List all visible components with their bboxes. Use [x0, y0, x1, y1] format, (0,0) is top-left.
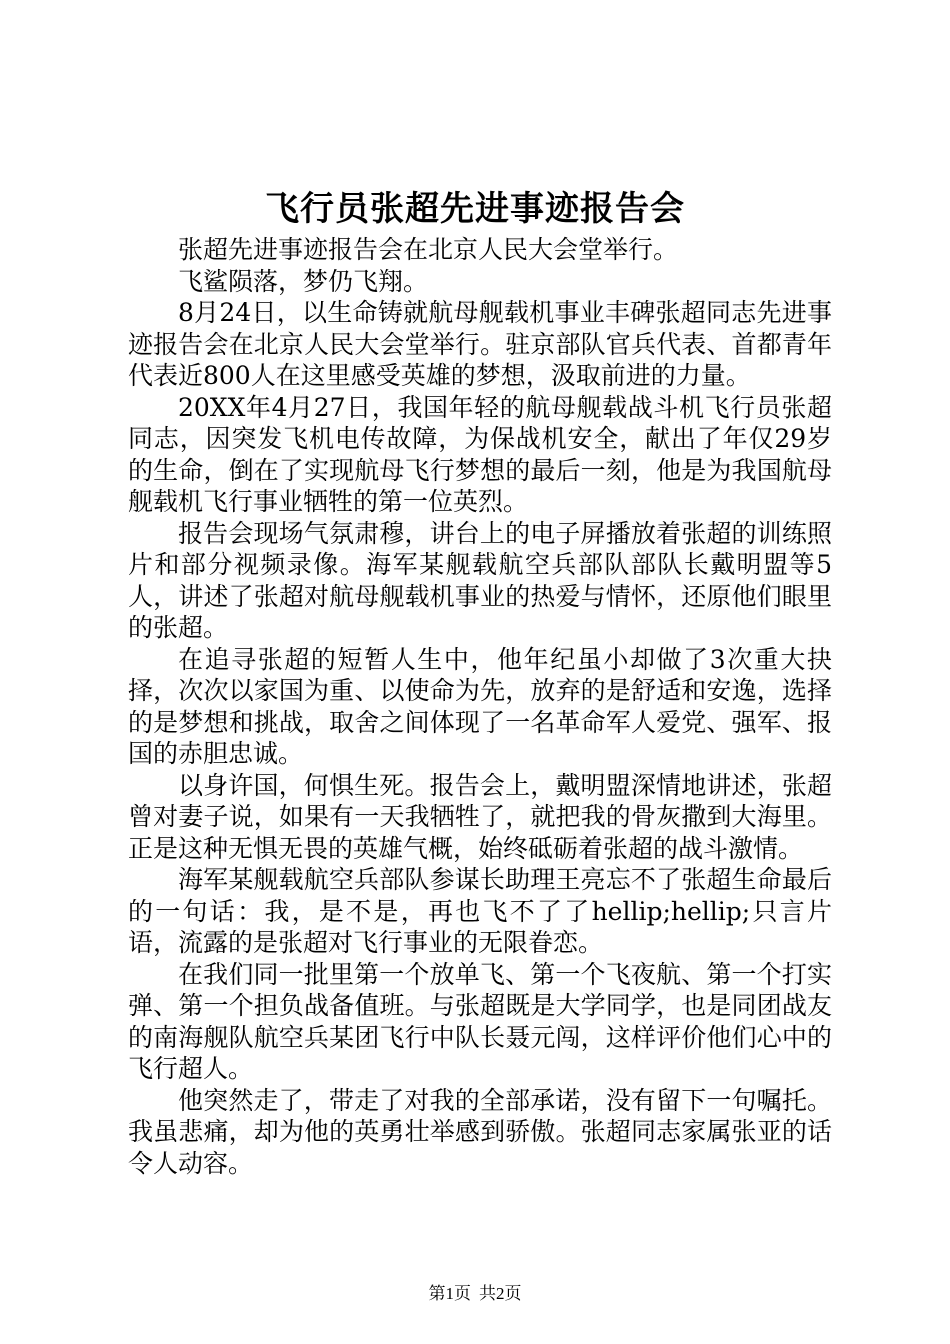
paragraph: 8月24日，以生命铸就航母舰载机事业丰碑张超同志先进事迹报告会在北京人民大会堂举行。驻京部队官兵代表、首都青年代表近800人在这里感受英雄的梦想，汲取前进的力量。	[128, 298, 832, 390]
document-body	[128, 234, 832, 1179]
paragraph: 海军某舰载航空兵部队参谋长助理王亮忘不了张超生命最后的一句话：我，是不是，再也飞不了了hellip;hellip;只言片语，流露的是张超对飞行事业的无限眷恋。	[128, 865, 832, 957]
page-number: 第1页	[428, 1284, 471, 1303]
paragraph: 张超先进事迹报告会在北京人民大会堂举行。	[178, 235, 679, 264]
paragraph: 他突然走了，带走了对我的全部承诺，没有留下一句嘱托。我虽悲痛，却为他的英勇壮举感到骄傲。张超同志家属张亚的话令人动容。	[128, 1085, 832, 1178]
page-footer	[0, 1284, 950, 1304]
paragraph: 在追寻张超的短暂人生中，他年纪虽小却做了3次重大抉择，次次以家国为重、以使命为先，放弃的是舒适和安逸，选择的是梦想和挑战，取舍之间体现了一名革命军人爱党、强军、报国的赤胆忠诚。	[128, 644, 832, 768]
paragraph: 在我们同一批里第一个放单飞、第一个飞夜航、第一个打实弹、第一个担负战备值班。与张超既是大学同学，也是同团战友的南海舰队航空兵某团飞行中队长聂元闯，这样评价他们心中的飞行超人。	[128, 959, 832, 1083]
paragraph: 20XX年4月27日，我国年轻的航母舰载战斗机飞行员张超同志，因突发飞机电传故障，为保战机安全，献出了年仅29岁的生命，倒在了实现航母飞行梦想的最后一刻，他是为我国航母舰载机飞行事业牺牲的第一位英烈。	[128, 392, 832, 516]
paragraph: 以身许国，何惧生死。报告会上，戴明盟深情地讲述，张超曾对妻子说，如果有一天我牺牲了，就把我的骨灰撒到大海里。正是这种无惧无畏的英雄气概，始终砥砺着张超的战斗激情。	[128, 770, 832, 863]
paragraph: 飞鲨陨落，梦仍飞翔。	[178, 266, 429, 296]
paragraph: 报告会现场气氛肃穆，讲台上的电子屏播放着张超的训练照片和部分视频录像。海军某舰载航空兵部队部队长戴明盟等5人，讲述了张超对航母舰载机事业的热爱与情怀，还原他们眼里的张超。	[128, 518, 832, 642]
page-count: 共2页	[479, 1284, 522, 1303]
document-title: 飞行员张超先进事迹报告会	[265, 189, 685, 229]
